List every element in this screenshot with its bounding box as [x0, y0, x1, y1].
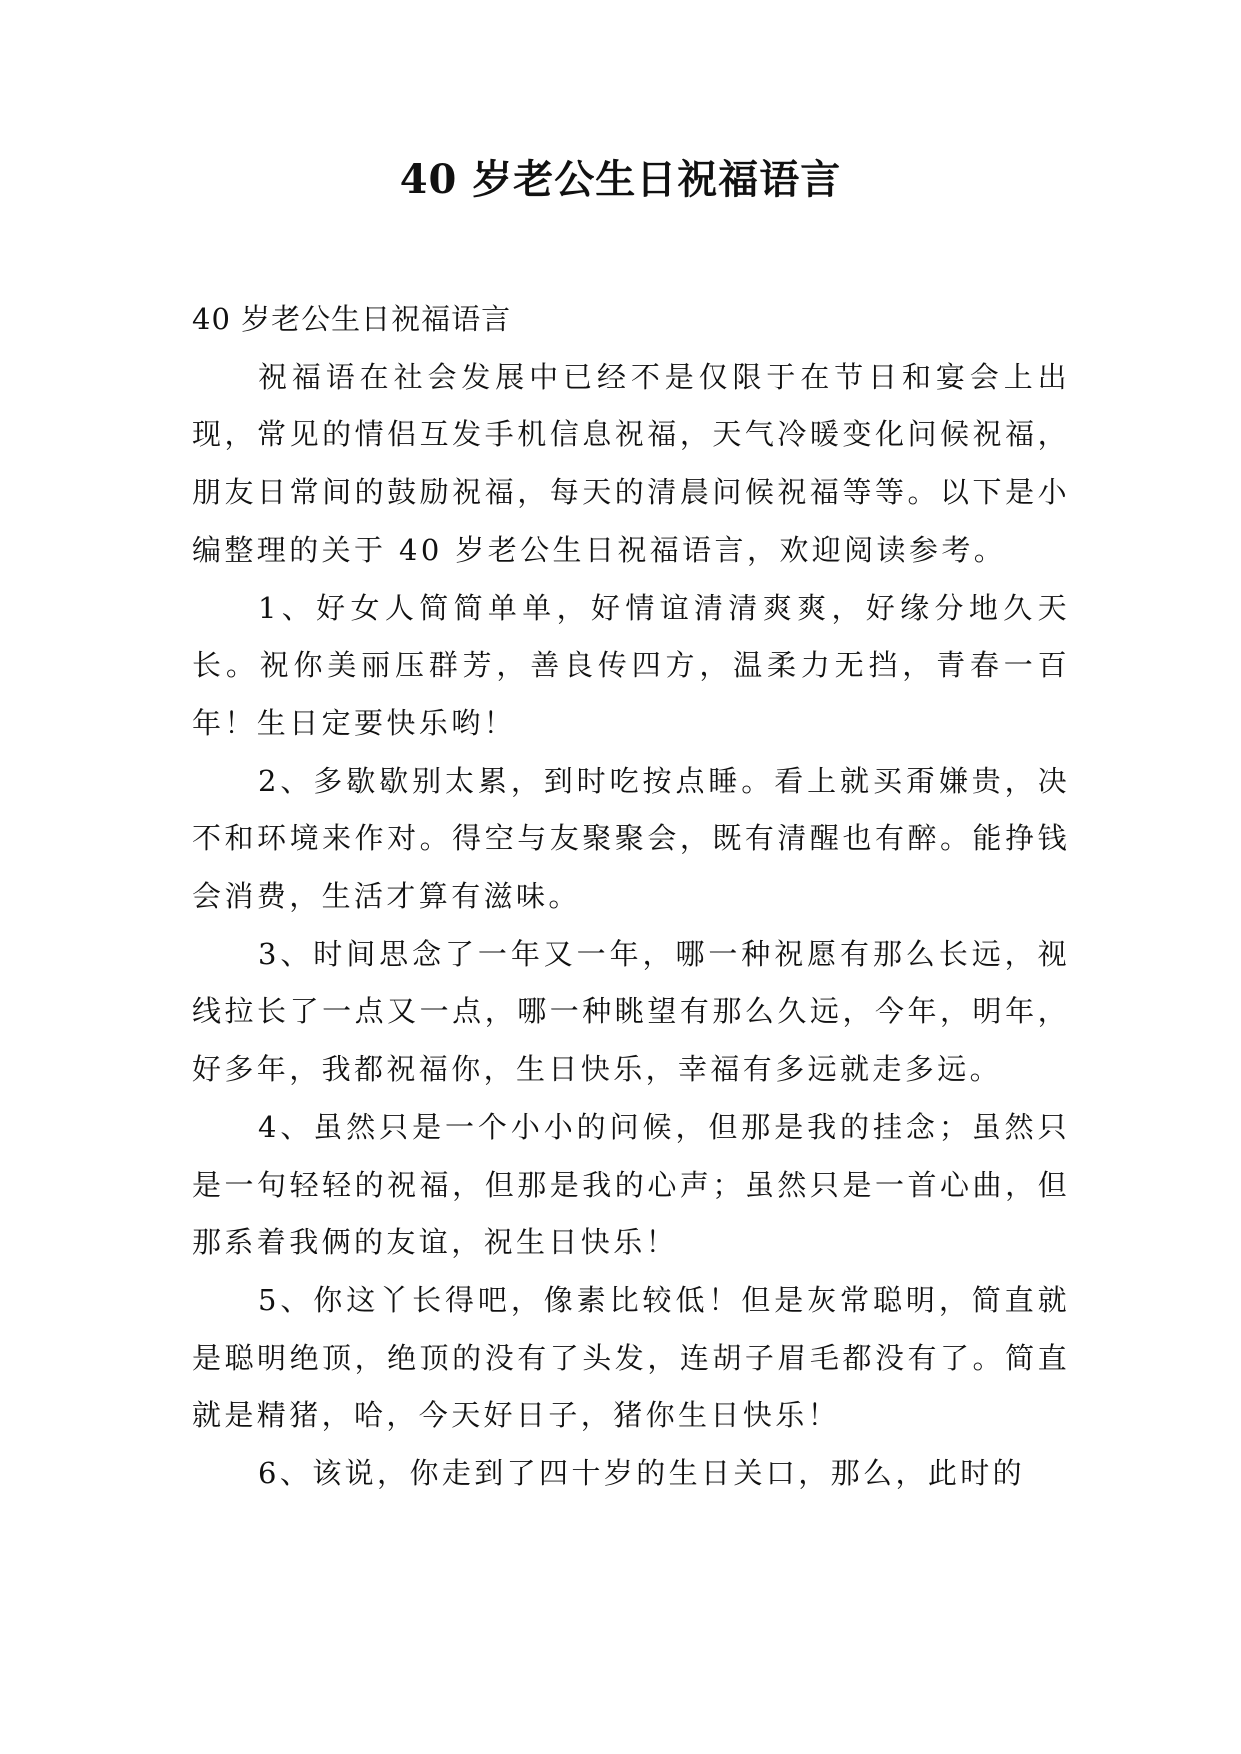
paragraph-5: 5、你这丫长得吧，像素比较低！但是灰常聪明，简直就是聪明绝顶，绝顶的没有了头发，连胡子眉毛都没有了。简直就是精猪，哈，今天好日子，猪你生日快乐！: [192, 1282, 1070, 1433]
paragraph-intro: 祝福语在社会发展中已经不是仅限于在节日和宴会上出现，常见的情侣互发手机信息祝福，天气冷暖变化问候祝福，朋友日常间的鼓励祝福，每天的清晨问候祝福等等。以下是小编整理的关于 40 岁老公生日祝福语言，欢迎阅读参考。: [192, 359, 1070, 567]
paragraph-3: 3、时间思念了一年又一年，哪一种祝愿有那么长远，视线拉长了一点又一点，哪一种眺望有那么久远，今年，明年，好多年，我都祝福你，生日快乐，幸福有多远就走多远。: [192, 936, 1070, 1087]
document-subtitle: 40 岁老公生日祝福语言: [192, 302, 512, 336]
paragraph-1: 1、好女人简简单单，好情谊清清爽爽，好缘分地久天长。祝你美丽压群芳，善良传四方，温柔力无挡，青春一百年！生日定要快乐哟！: [192, 590, 1070, 740]
document-body: [192, 291, 1070, 1503]
document-title: 40 岁老公生日祝福语言: [399, 156, 842, 203]
paragraph-2: 2、多歇歇别太累，到时吃按点睡。看上就买甭嫌贵，决不和环境来作对。得空与友聚聚会，既有清醒也有醉。能挣钱会消费，生活才算有滋味。: [192, 763, 1070, 914]
paragraph-6: 6、该说，你走到了四十岁的生日关口，那么，此时的: [258, 1456, 1026, 1491]
paragraph-4: 4、虽然只是一个小小的问候，但那是我的挂念；虽然只是一句轻轻的祝福，但那是我的心声；虽然只是一首心曲，但那系着我俩的友谊，祝生日快乐！: [192, 1109, 1070, 1260]
